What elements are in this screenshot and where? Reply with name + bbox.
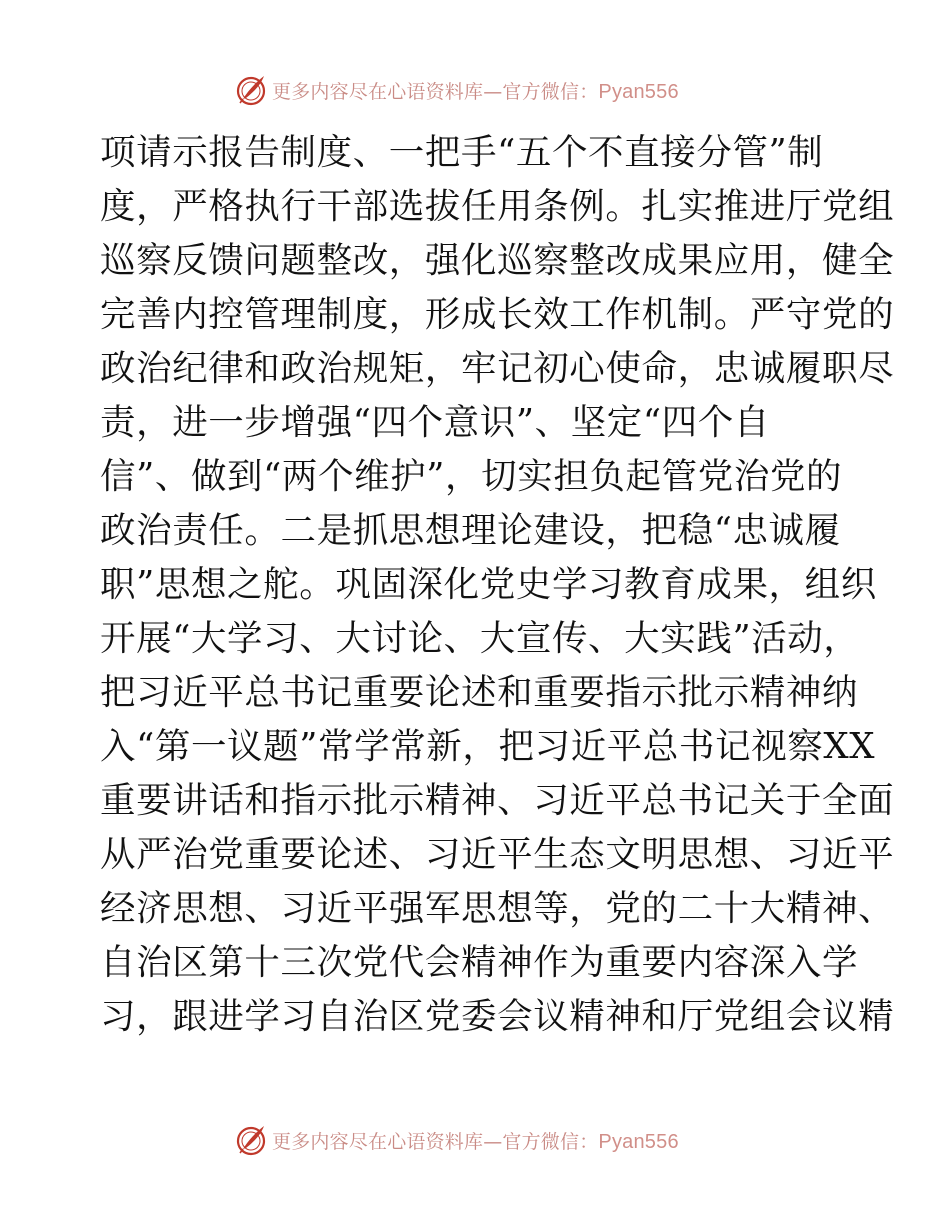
feather-pen-seal-icon — [234, 1123, 268, 1157]
text-line: 政治责任。二是抓思想理论建设，把稳“忠诚履 — [100, 510, 841, 551]
text-line: 责，进一步增强“四个意识”、坚定“四个自 — [100, 402, 770, 443]
text-line: 政治纪律和政治规矩，牢记初心使命，忠诚履职尽 — [100, 348, 895, 389]
text-line: 重要讲话和指示批示精神、习近平总书记关于全面 — [100, 780, 895, 821]
text-line: 习，跟进学习自治区党委会议精神和厅党组会议精 — [100, 996, 895, 1037]
text-line: 从严治党重要论述、习近平生态文明思想、习近平 — [100, 834, 895, 875]
watermark-wechat-id: Pyan556 — [598, 80, 679, 103]
watermark-wechat-id: Pyan556 — [598, 1130, 679, 1153]
text-line: 把习近平总书记重要论述和重要指示批示精神纳 — [100, 672, 859, 713]
watermark-text: 更多内容尽在心语资料库—官方微信： — [272, 1130, 599, 1153]
footer-watermark — [234, 1122, 679, 1158]
text-line: 职”思想之舵。巩固深化党史学习教育成果，组织 — [100, 564, 877, 605]
body-paragraph — [100, 126, 895, 1044]
text-line: 经济思想、习近平强军思想等，党的二十大精神、 — [100, 888, 895, 929]
text-line: 信”、做到“两个维护”，切实担负起管党治党的 — [100, 456, 843, 497]
header-watermark — [234, 72, 679, 108]
text-line: 自治区第十三次党代会精神作为重要内容深入学 — [100, 942, 859, 983]
watermark-text: 更多内容尽在心语资料库—官方微信： — [272, 80, 599, 103]
text-line: 巡察反馈问题整改，强化巡察整改成果应用，健全 — [100, 240, 895, 281]
text-line: 度，严格执行干部选拔任用条例。扎实推进厅党组 — [100, 186, 895, 227]
text-line: 项请示报告制度、一把手“五个不直接分管”制 — [100, 132, 824, 173]
text-line: 开展“大学习、大讨论、大宣传、大实践”活动， — [100, 618, 860, 659]
feather-pen-seal-icon — [234, 73, 268, 107]
text-line: 入“第一议题”常学常新，把习近平总书记视察XX — [100, 726, 876, 767]
text-line: 完善内控管理制度，形成长效工作机制。严守党的 — [100, 294, 895, 335]
